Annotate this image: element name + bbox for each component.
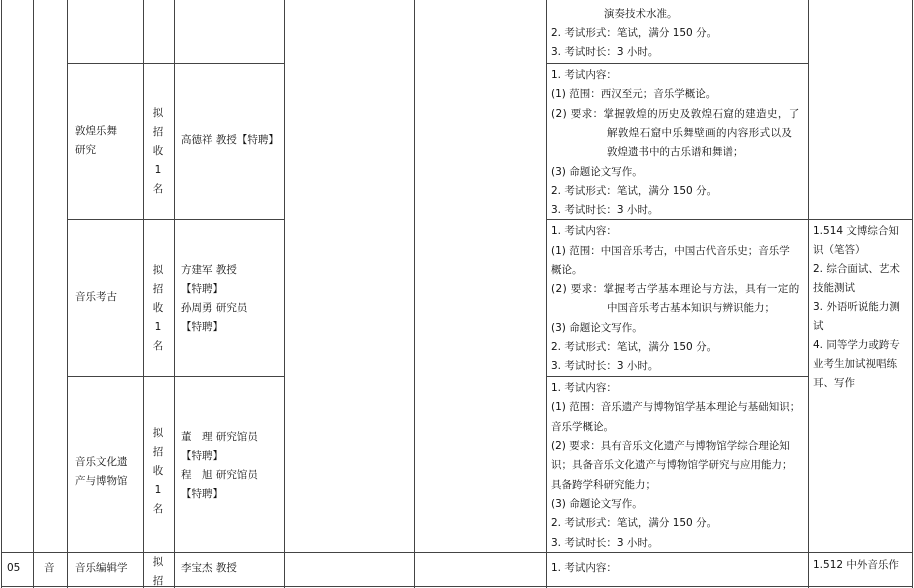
exam-line: 2. 考试形式：笔试，满分 150 分。 — [551, 185, 718, 197]
advisor-tag: 【特聘】 — [181, 450, 223, 462]
advisor-tag: 【特聘】 — [181, 321, 223, 333]
exam-line: 3. 考试时长：3 小时。 — [551, 360, 659, 372]
direction-name: 音乐考古 — [75, 291, 117, 303]
retest-line: 2. 综合面试、艺术 — [813, 263, 900, 275]
grid-line — [1, 552, 913, 553]
college-name: 音 — [44, 562, 55, 574]
quota-label: 拟招收1名 — [152, 427, 164, 515]
exam-line: 演奏技术水准。 — [604, 8, 678, 20]
retest-line: 识（笔答） — [813, 244, 866, 256]
exam-line: 具备跨学科研究能力； — [551, 479, 656, 491]
exam-line: (2) 要求：具有音乐文化遗产与博物馆学综合理论知 — [551, 440, 790, 452]
exam-line: 1. 考试内容： — [551, 69, 617, 81]
advisor-tag: 【特聘】 — [181, 488, 223, 500]
direction-name: 产与博物馆 — [75, 475, 128, 487]
exam-line: (3) 命题论文写作。 — [551, 166, 643, 178]
college-code: 05 — [7, 562, 21, 574]
exam-line: (3) 命题论文写作。 — [551, 322, 643, 334]
exam-line: 1. 考试内容： — [551, 382, 617, 394]
exam-line: (1) 范围：音乐遗产与博物馆学基本理论与基础知识； — [551, 401, 801, 413]
exam-line: 音乐学概论。 — [551, 421, 614, 433]
grid-line — [284, 0, 285, 588]
advisor-name: 方建军 教授 — [181, 264, 237, 276]
exam-line: 2. 考试形式：笔试，满分 150 分。 — [551, 27, 718, 39]
grid-line — [912, 0, 913, 588]
exam-line: (1) 范围：中国音乐考古，中国古代音乐史；音乐学 — [551, 245, 790, 257]
exam-line: 1. 考试内容： — [551, 562, 617, 574]
exam-line: 3. 考试时长：3 小时。 — [551, 46, 659, 58]
grid-line — [67, 63, 144, 64]
exam-line: 敦煌遗书中的古乐谱和舞谱； — [607, 146, 744, 158]
direction-name: 音乐文化遗 — [75, 456, 128, 468]
retest-line: 3. 外语听说能力测 — [813, 301, 900, 313]
grid-line — [546, 0, 547, 588]
exam-line: (1) 范围：西汉至元；音乐学概论。 — [551, 88, 717, 100]
retest-line: 耳、写作 — [813, 377, 855, 389]
grid-line — [414, 0, 415, 588]
exam-line: 3. 考试时长：3 小时。 — [551, 204, 659, 216]
exam-line: 2. 考试形式：笔试，满分 150 分。 — [551, 341, 718, 353]
retest-line: 4. 同等学力或跨专 — [813, 339, 900, 351]
retest-line: 技能测试 — [813, 282, 855, 294]
exam-line: 中国音乐考古基本知识与辨识能力； — [607, 302, 775, 314]
advisor-name: 程 旭 研究馆员 — [181, 469, 258, 481]
direction-name: 音乐编辑学 — [75, 562, 128, 574]
direction-name: 敦煌乐舞 — [75, 125, 117, 137]
grid-line — [1, 586, 913, 587]
quota-label: 拟招收1名 — [152, 264, 164, 352]
exam-line: (2) 要求：掌握敦煌的历史及敦煌石窟的建造史，了 — [551, 108, 800, 120]
exam-line: (2) 要求：掌握考古学基本理论与方法，具有一定的 — [551, 283, 800, 295]
exam-line: 识；具备音乐文化遗产与博物馆学研究与应用能力； — [551, 459, 793, 471]
exam-line: 1. 考试内容： — [551, 225, 617, 237]
advisor-name: 高德祥 教授【特聘】 — [181, 134, 279, 146]
retest-line: 1.514 文博综合知 — [813, 225, 899, 237]
advisor-name: 李宝杰 教授 — [181, 562, 237, 574]
exam-line: 概论。 — [551, 264, 583, 276]
grid-line — [67, 219, 285, 220]
grid-line — [174, 0, 175, 588]
grid-line — [1, 0, 2, 588]
grid-line — [33, 0, 34, 588]
advisor-tag: 【特聘】 — [181, 283, 223, 295]
quota-label: 拟招 — [152, 556, 164, 586]
retest-line: 1.512 中外音乐作 — [813, 559, 899, 571]
exam-line: 3. 考试时长：3 小时。 — [551, 537, 659, 549]
advisor-name: 孙周勇 研究员 — [181, 302, 248, 314]
exam-line: (3) 命题论文写作。 — [551, 498, 643, 510]
grid-line — [546, 376, 809, 377]
retest-line: 试 — [813, 320, 824, 332]
grid-line — [546, 63, 809, 64]
exam-line: 解敦煌石窟中乐舞壁画的内容形式以及 — [607, 127, 793, 139]
direction-name: 研究 — [75, 144, 96, 156]
grid-line — [67, 0, 68, 588]
grid-line — [143, 0, 144, 588]
retest-line: 业考生加试视唱练 — [813, 358, 897, 370]
grid-line — [808, 0, 809, 588]
grid-line — [143, 63, 285, 64]
advisor-name: 董 理 研究馆员 — [181, 431, 258, 443]
exam-line: 2. 考试形式：笔试，满分 150 分。 — [551, 517, 718, 529]
grid-line — [67, 376, 285, 377]
quota-label: 拟招收1名 — [152, 107, 164, 195]
